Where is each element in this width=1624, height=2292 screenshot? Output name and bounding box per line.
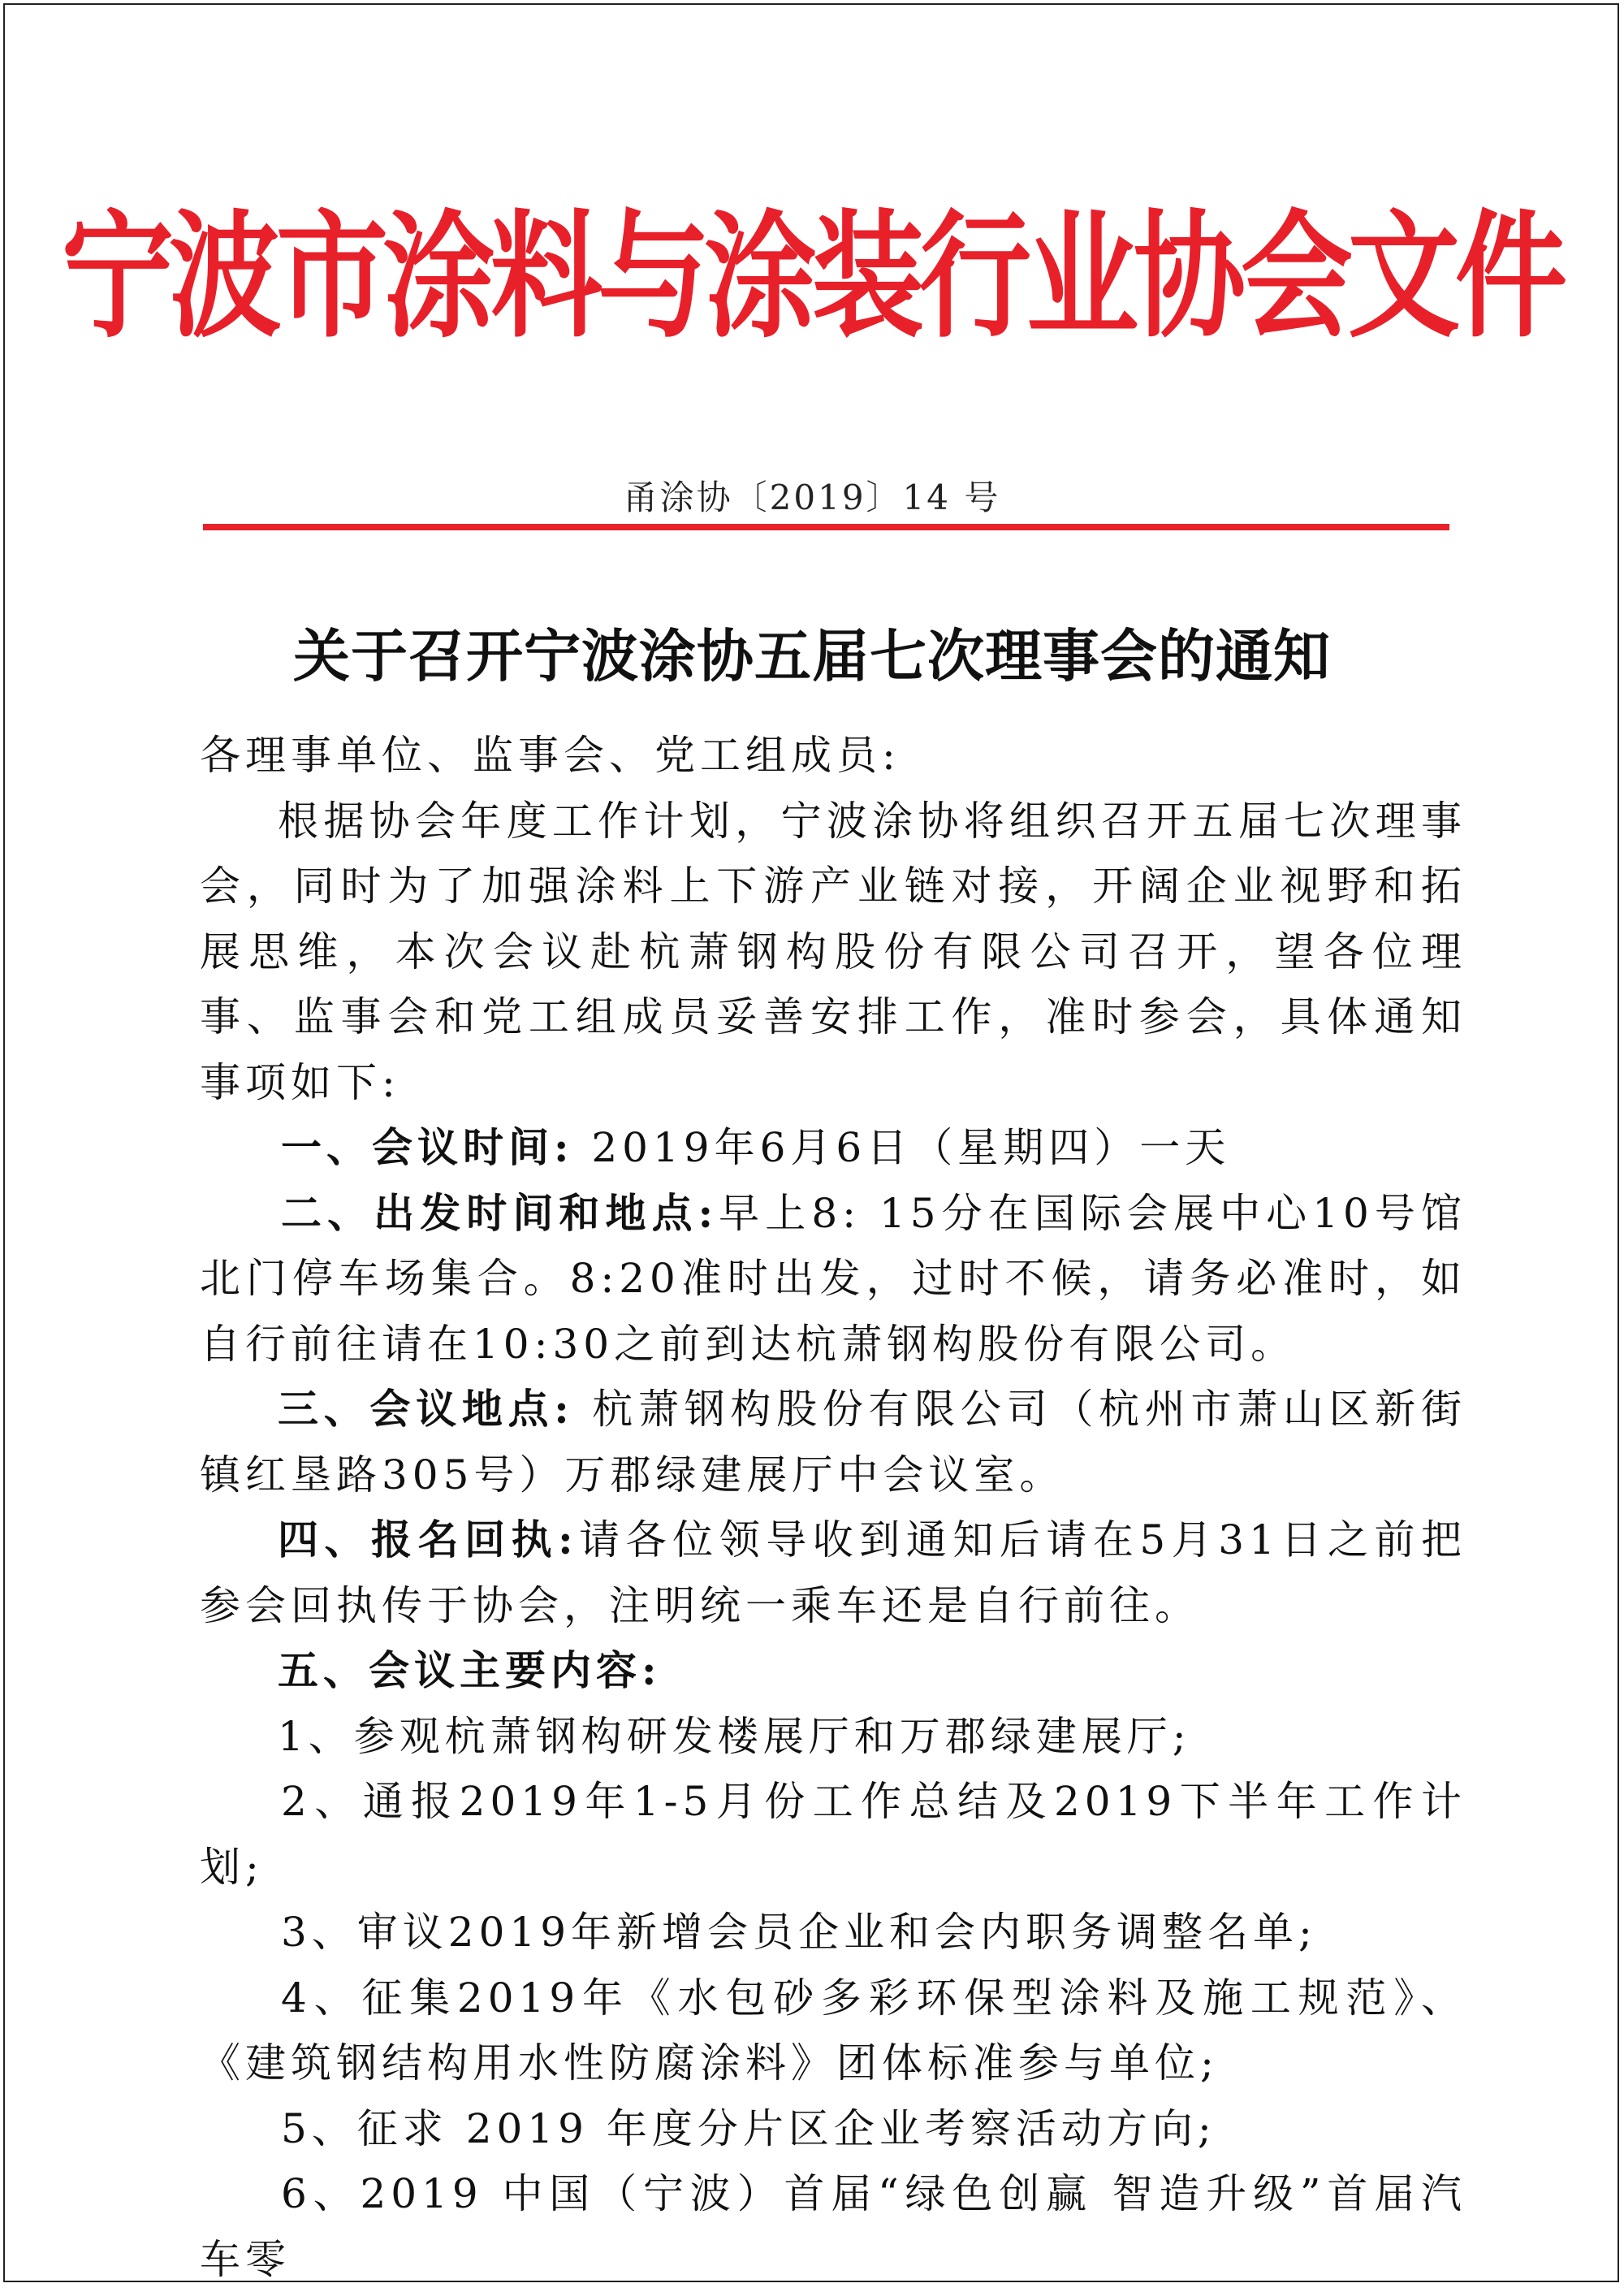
item-label: 五、会议主要内容:	[278, 1646, 662, 1694]
item-agenda-heading	[200, 1638, 1466, 1704]
salutation: 各理事单位、监事会、党工组成员:	[200, 732, 901, 779]
item-text: 2019年6月6日（星期四）一天	[573, 1124, 1231, 1171]
letterhead-title: 宁波市涂料与涂装行业协会文件	[61, 197, 1562, 357]
agenda-item: 1、参观杭萧钢构研发楼展厅和万郡绿建展厅;	[278, 1712, 1191, 1760]
agenda-item: 3、审议2019年新增会员企业和会内职务调整名单;	[281, 1909, 1317, 1956]
item-departure	[200, 1181, 1466, 1377]
item-label: 二、出发时间和地点:	[281, 1188, 719, 1237]
item-text: 请各位领导收到通知后请在5月31日之前把参会回执传于协会，注明统一乘车还是自行前往。	[200, 1516, 1466, 1629]
notice-title: 关于召开宁波涂协五届七次理事会的通知	[293, 623, 1331, 690]
item-label: 一、会议时间:	[281, 1123, 574, 1171]
red-divider	[203, 524, 1449, 530]
item-meeting-time	[200, 1115, 1466, 1181]
agenda-item: 6、2019 中国（宁波）首届“绿色创赢 智造升级”首届汽车零	[200, 2170, 1466, 2283]
intro-paragraph: 根据协会年度工作计划，宁波涂协将组织召开五届七次理事会，同时为了加强涂料上下游产业链对接，开阔企业视野和拓展思维，本次会议赴杭萧钢构股份有限公司召开，望各位理事、监事会和党工组成员妥善安排工作，准时参会，具体通知事项如下:	[200, 797, 1466, 1106]
agenda-item: 5、征求 2019 年度分片区企业考察活动方向;	[281, 2104, 1216, 2152]
agenda-item: 4、征集2019年《水包砂多彩环保型涂料及施工规范》、《建筑钢结构用水性防腐涂料》团体标准参与单位;	[200, 1974, 1466, 2087]
item-registration	[200, 1507, 1466, 1638]
agenda-item: 2、通报2019年1-5月份工作总结及2019下半年工作计划;	[200, 1778, 1466, 1891]
item-text: 杭萧钢构股份有限公司（杭州市萧山区新街镇红垦路305号）万郡绿建展厅中会议室。	[200, 1386, 1466, 1498]
item-label: 三、会议地点:	[278, 1385, 574, 1433]
item-label: 四、报名回执:	[278, 1516, 578, 1563]
document-number: 甬涂协〔2019〕14 号	[623, 478, 1001, 517]
item-text: 早上8: 15分在国际会展中心10号馆北门停车场集合。8:20准时出发，过时不候，请务必准时，如自行前往请在10:30之前到达杭萧钢构股份有限公司。	[200, 1189, 1466, 1368]
notice-body	[200, 723, 1466, 2292]
item-venue	[200, 1377, 1466, 1507]
